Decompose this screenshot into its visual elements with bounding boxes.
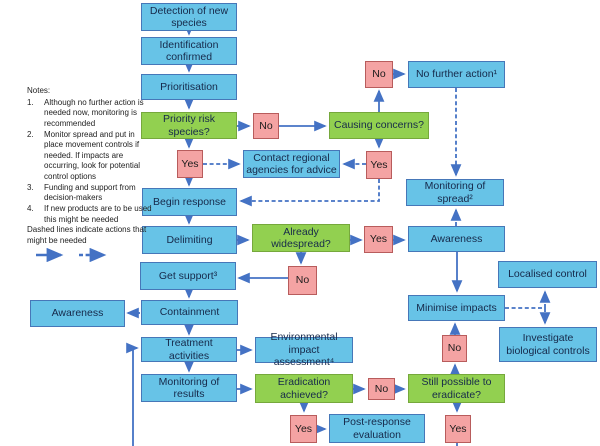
note-number: 2.	[27, 129, 34, 139]
node-prioritisation: Prioritisation	[141, 74, 237, 100]
node-awareness-right: Awareness	[408, 226, 505, 252]
note-item-4	[27, 204, 155, 225]
notes-title: Notes:	[27, 86, 51, 95]
node-begin-response: Begin response	[142, 188, 237, 216]
node-monitoring-spread: Monitoring of spread²	[406, 179, 504, 206]
note-text: Monitor spread and put in place movement controls if needed. If impacts are occurring, look for potential control options	[44, 129, 141, 181]
node-delimiting: Delimiting	[142, 226, 237, 254]
node-localised-control: Localised control	[498, 261, 597, 288]
note-item-1	[27, 98, 155, 130]
node-post-response: Post-response evaluation	[329, 414, 425, 443]
arrow-loop-treatment	[133, 348, 137, 446]
node-awareness-left: Awareness	[30, 300, 125, 327]
node-contact-regional: Contact regional agencies for advice	[243, 150, 340, 178]
node-still-possible: Still possible to eradicate?	[408, 374, 505, 403]
note-number: 4.	[27, 203, 34, 213]
node-monitoring-results: Monitoring of results	[141, 374, 237, 402]
note-item-3	[27, 183, 155, 204]
note-text: Funding and support from decision-makers	[44, 182, 136, 203]
decision-no-widespread: No	[288, 266, 317, 295]
node-already-widespread: Already widespread?	[252, 224, 350, 252]
dashed-yes-begin	[241, 179, 379, 201]
decision-yes-causing: Yes	[366, 151, 392, 179]
node-no-further-action: No further action¹	[408, 61, 505, 88]
node-minimise-impacts: Minimise impacts	[408, 295, 505, 321]
note-text: Although no further action is needed now, monitoring is recommended	[44, 97, 144, 128]
node-env-impact: Environmental impact assessment⁴	[255, 337, 353, 363]
node-priority-risk: Priority risk species?	[141, 112, 237, 139]
note-number: 3.	[27, 182, 34, 192]
notes-block	[27, 86, 155, 246]
decision-no-eradicate: No	[442, 335, 467, 362]
node-detection: Detection of new species	[141, 3, 237, 31]
note-item-2	[27, 130, 155, 183]
decision-yes-eradicate: Yes	[445, 415, 471, 443]
node-eradication-achieved: Eradication achieved?	[255, 374, 353, 403]
decision-yes-priority: Yes	[177, 150, 203, 178]
note-number: 1.	[27, 97, 34, 107]
node-investigate-controls: Investigate biological controls	[499, 327, 597, 362]
decision-no-achieved: No	[368, 378, 395, 400]
node-containment: Containment	[141, 300, 238, 325]
node-get-support: Get support³	[140, 262, 236, 290]
notes-footer: Dashed lines indicate actions that might be needed	[27, 225, 147, 245]
node-identification: Identification confirmed	[141, 37, 237, 65]
decision-no-causing: No	[365, 61, 393, 88]
decision-no-priority: No	[253, 113, 279, 139]
node-causing-concerns: Causing concerns?	[329, 112, 429, 139]
decision-yes-widespread: Yes	[364, 226, 393, 253]
node-treatment-activities: Treatment activities	[141, 337, 237, 362]
decision-yes-achieved: Yes	[290, 415, 317, 443]
note-text: If new products are to be used this might be needed	[44, 203, 152, 224]
